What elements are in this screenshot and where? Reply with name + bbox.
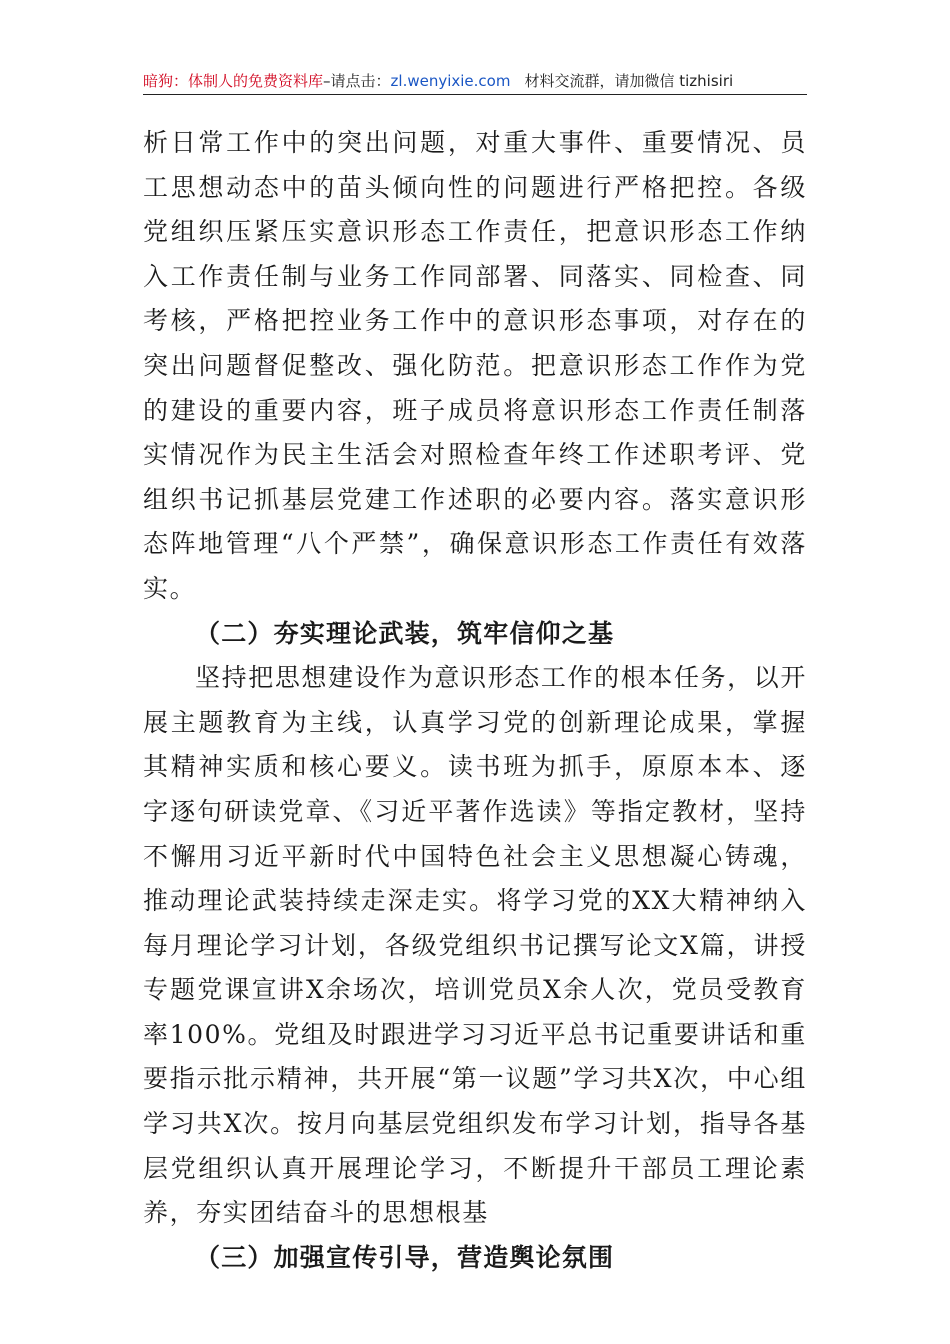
section-heading-2: （二）夯实理论武装，筑牢信仰之基 [195, 618, 615, 648]
paragraph-section-2: 坚持把思想建设作为意识形态工作的根本任务，以开展主题教育为主线，认真学习党的创新理论成果，掌握其精神实质和核心要义。读书班为抓手，原原本本、逐字逐句研读党章、《习近平著作选读》等指定教材，坚持不懈用习近平新时代中国特色社会主义思想凝心铸魂，推动理论武装持续走深走实。将学习党的XX大精神纳入每月理论学习计划，各级党组织书记撰写论文X篇，讲授专题党课宣讲X余场次，培训党员X余人次，党员受教育率100%。党组及时跟进学习习近平总书记重要讲话和重要指示批示精神，共开展“第一议题”学习共X次，中心组学习共X次。按月向基层党组织发布学习计划，指导各基层党组织认真开展理论学习，不断提升干部员工理论素养，夯实团结奋斗的思想根基 [143, 663, 807, 1228]
contact-text: 材料交流群，请加微信 tizhisiri [524, 72, 734, 90]
document-body [143, 121, 807, 1280]
section-heading-3: （三）加强宣传引导，营造舆论氛围 [195, 1242, 615, 1272]
click-label: –请点击： [323, 72, 391, 90]
promo-text: 暗狗：体制人的免费资料库 [143, 72, 324, 90]
website-link[interactable]: zl.wenyixie.com [390, 72, 511, 90]
page-header [143, 68, 807, 95]
paragraph-continued: 析日常工作中的突出问题，对重大事件、重要情况、员工思想动态中的苗头倾向性的问题进行严格把控。各级党组织压紧压实意识形态工作责任，把意识形态工作纳入工作责任制与业务工作同部署、同落实、同检查、同考核，严格把控业务工作中的意识形态事项，对存在的突出问题督促整改、强化防范。把意识形态工作作为党的建设的重要内容，班子成员将意识形态工作责任制落实情况作为民主生活会对照检查年终工作述职考评、党组织书记抓基层党建工作述职的必要内容。落实意识形态阵地管理“八个严禁”，确保意识形态工作责任有效落实。 [143, 128, 807, 603]
